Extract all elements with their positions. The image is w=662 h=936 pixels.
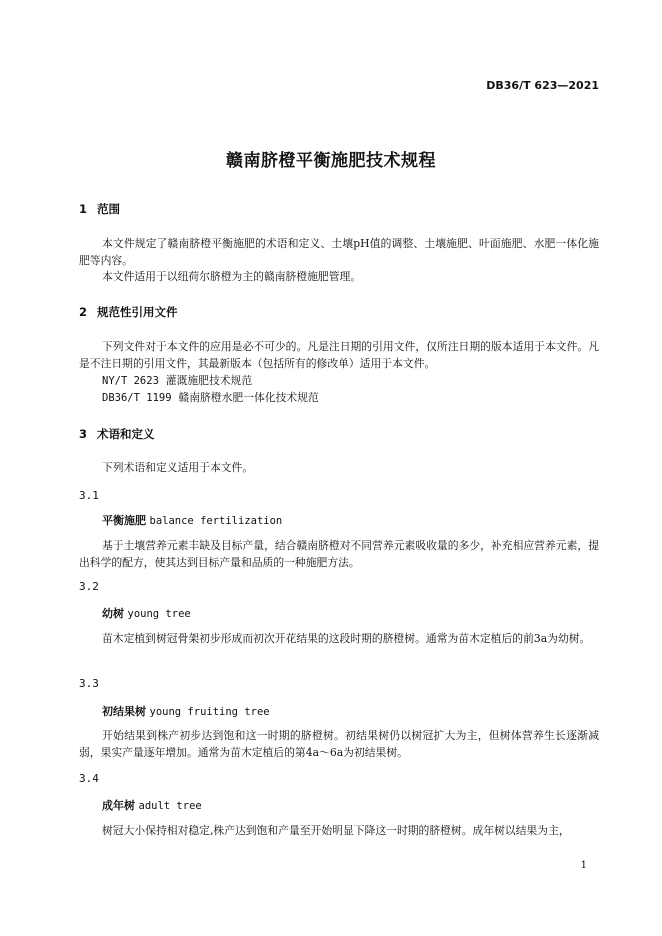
term-chinese: 初结果树 [102, 705, 146, 718]
term-number: 3.1 [79, 489, 99, 502]
section-1-heading [79, 201, 120, 217]
section-title: 范围 [97, 202, 120, 216]
reference-code: NY/T 2623 [102, 375, 159, 387]
term-chinese: 幼树 [102, 607, 124, 620]
section-number: 1 [79, 202, 88, 216]
term-chinese: 平衡施肥 [102, 514, 146, 527]
section-1-paragraph-1: 本文件规定了赣南脐橙平衡施肥的术语和定义、土壤pH值的调整、土壤施肥、叶面施肥、水肥一体化施肥等内容。 [79, 237, 599, 267]
term-definition: 树冠大小保持相对稳定,株产达到饱和产量至开始明显下降这一时期的脐橙树。成年树以结果为主， [102, 824, 570, 837]
reference-name: 灌溉施肥技术规范 [165, 374, 253, 387]
term-heading [102, 703, 270, 719]
section-3-heading [79, 426, 155, 442]
section-title: 规范性引用文件 [97, 305, 178, 319]
term-heading [102, 797, 202, 813]
reference-item [102, 372, 252, 390]
term-heading [102, 512, 282, 528]
reference-item [102, 389, 319, 407]
section-3-intro: 下列术语和定义适用于本文件。 [102, 461, 254, 474]
reference-name: 赣南脐橙水肥一体化技术规范 [178, 391, 319, 404]
page-number: 1 [580, 860, 587, 871]
document-title: 赣南脐橙平衡施肥技术规程 [226, 151, 436, 171]
term-number: 3.2 [79, 580, 99, 593]
term-definition: 苗木定植到树冠骨架初步形成而初次开花结果的这段时期的脐橙树。通常为苗木定植后的前3a为幼树。 [102, 632, 591, 645]
section-number: 3 [79, 427, 88, 441]
term-number: 3.3 [79, 677, 99, 690]
term-english: adult tree [138, 800, 202, 812]
section-number: 2 [79, 305, 88, 319]
term-english: young fruiting tree [149, 706, 270, 718]
section-2-heading [79, 304, 178, 320]
term-heading [102, 605, 191, 621]
section-2-paragraph-1: 下列文件对于本文件的应用是必不可少的。凡是注日期的引用文件，仅所注日期的版本适用于本文件。凡是不注日期的引用文件，其最新版本（包括所有的修改单）适用于本文件。 [79, 340, 599, 370]
term-definition: 开始结果到株产初步达到饱和这一时期的脐橙树。初结果树仍以树冠扩大为主，但树体营养生长逐渐减弱，果实产量逐年增加。通常为苗木定植后的第4a～6a为初结果树。 [79, 729, 599, 759]
term-definition: 基于土壤营养元素丰缺及目标产量，结合赣南脐橙对不同营养元素吸收量的多少，补充相应营养元素，提出科学的配方，使其达到目标产量和品质的一种施肥方法。 [79, 539, 599, 569]
section-1-paragraph-2: 本文件适用于以纽荷尔脐橙为主的赣南脐橙施肥管理。 [102, 270, 362, 283]
standard-number: DB36/T 623—2021 [486, 79, 599, 92]
reference-code: DB36/T 1199 [102, 392, 172, 404]
term-number: 3.4 [79, 772, 99, 785]
term-chinese: 成年树 [102, 799, 135, 812]
term-english: balance fertilization [149, 515, 283, 527]
section-title: 术语和定义 [97, 427, 155, 441]
term-english: young tree [127, 608, 191, 620]
